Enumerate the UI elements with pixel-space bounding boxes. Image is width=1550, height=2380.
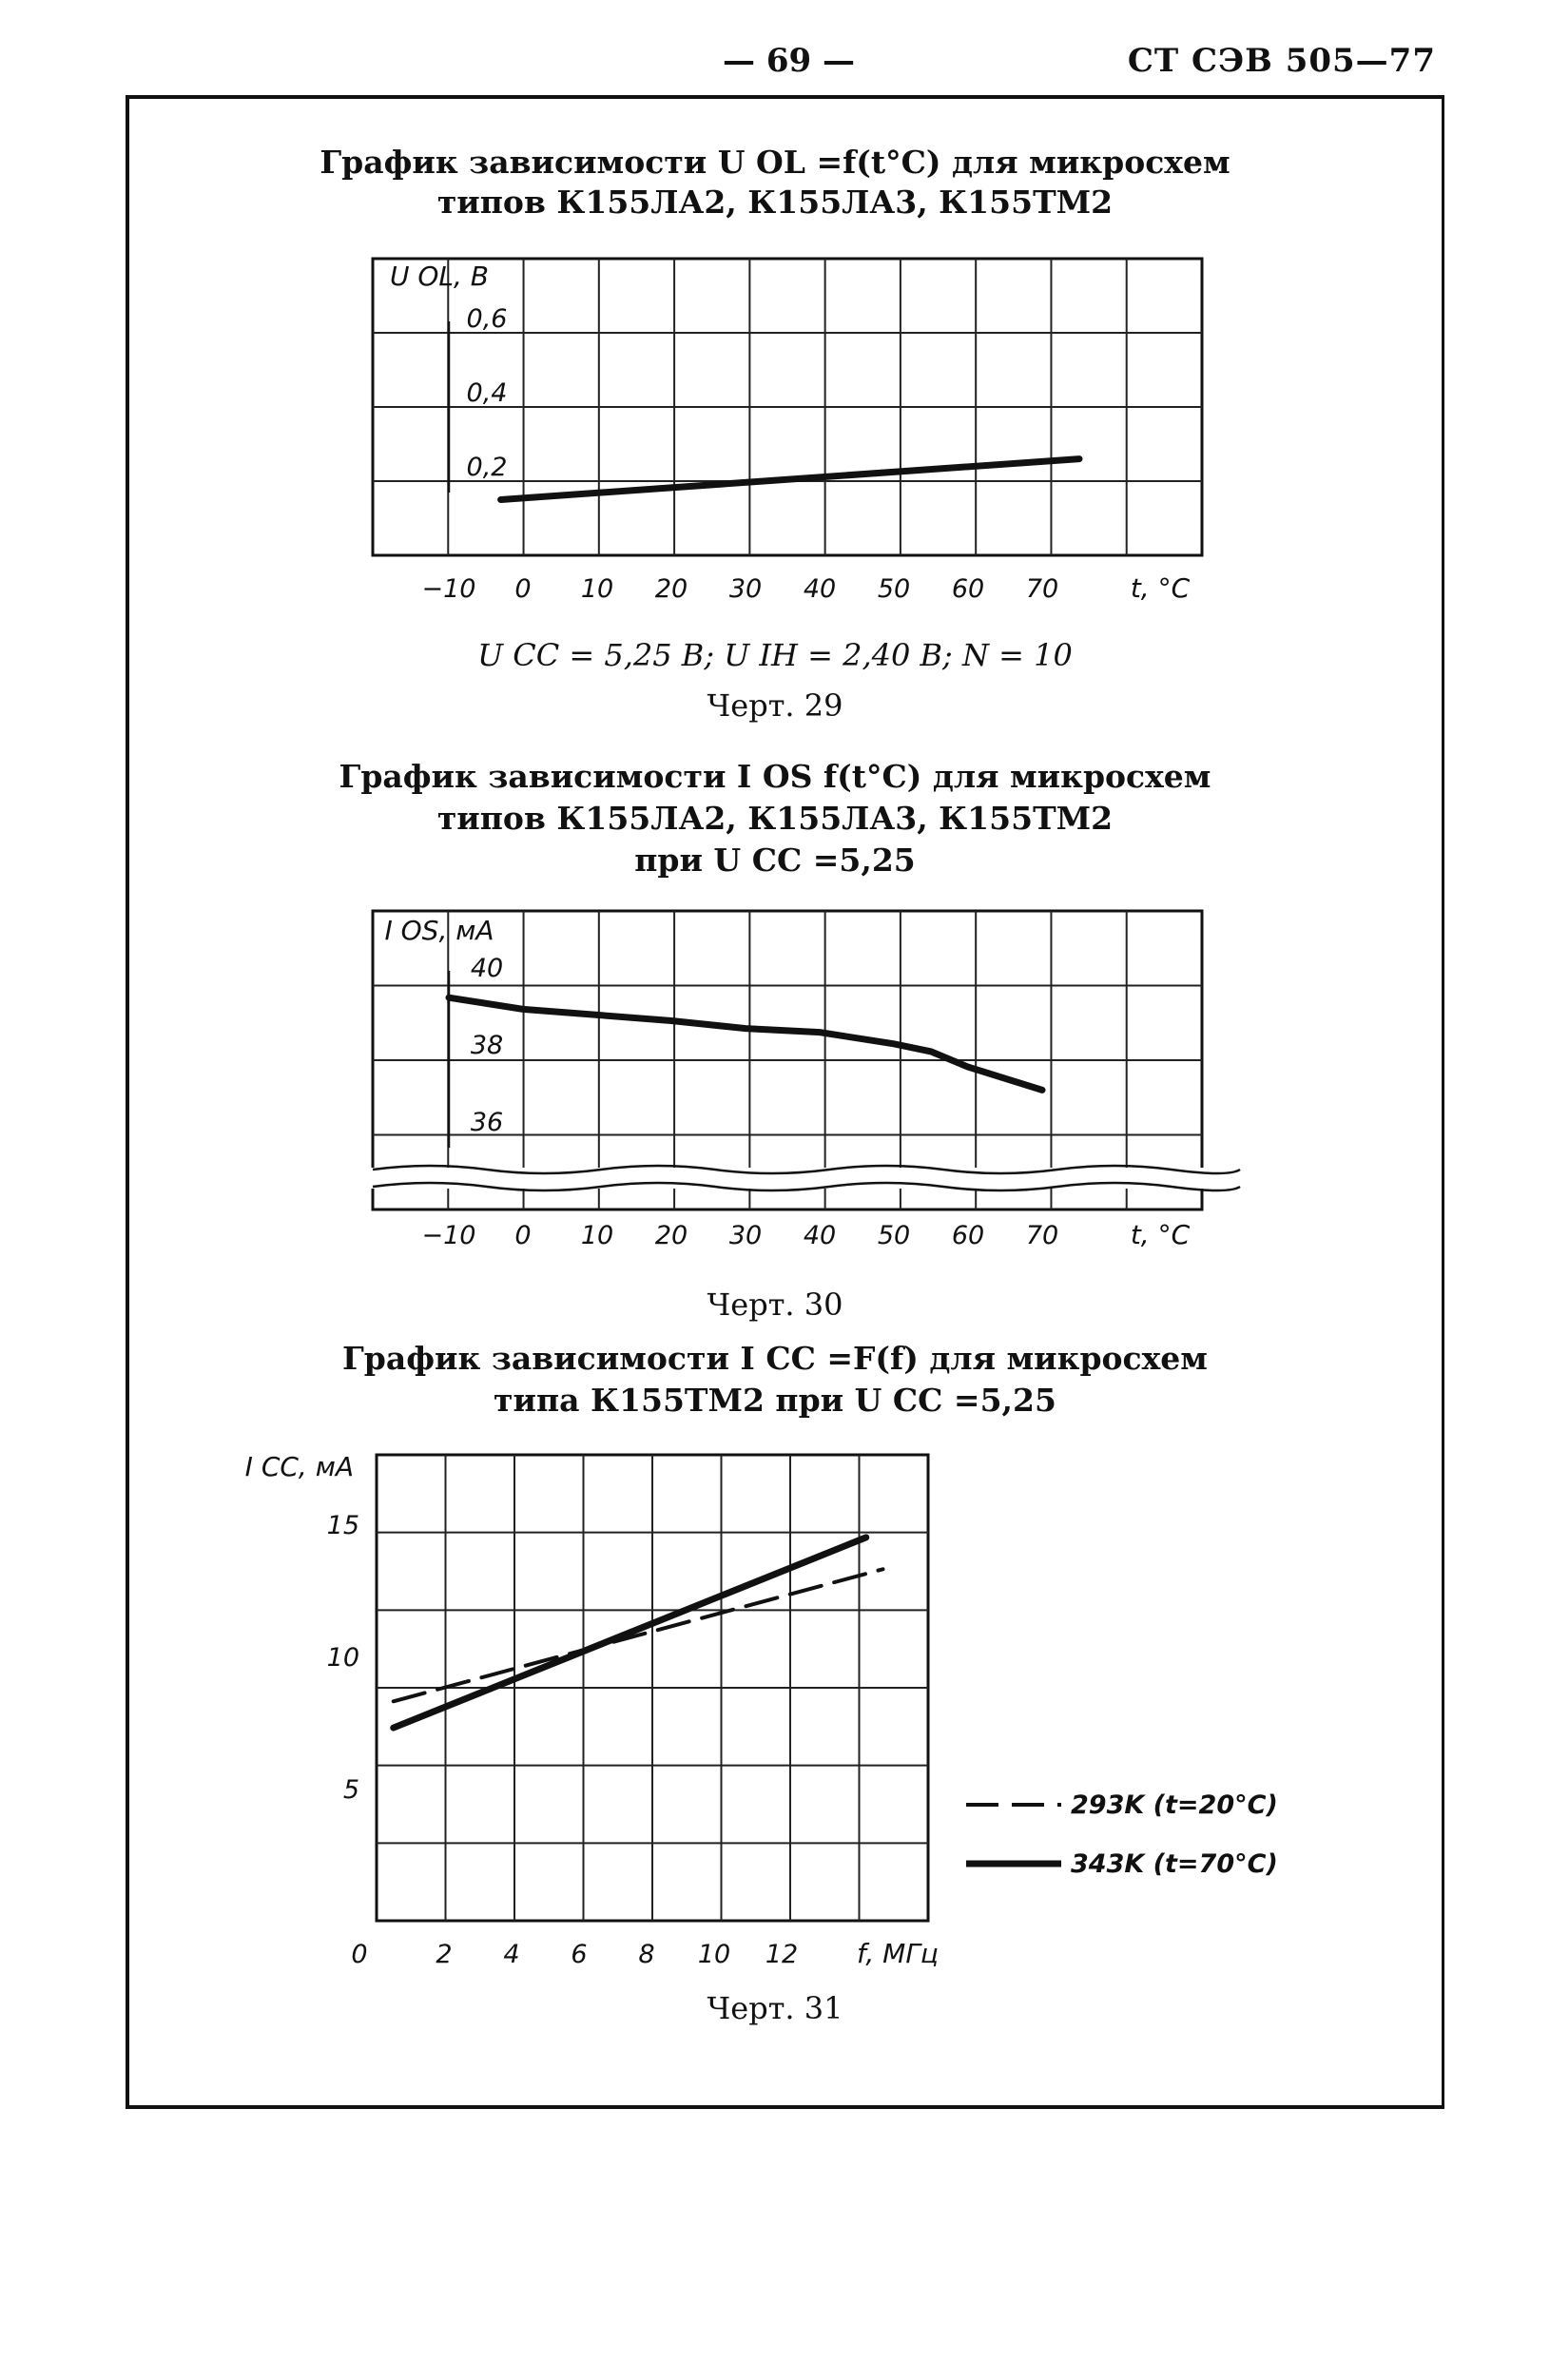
chart3-legend-label-1: 293K (t=20°C) xyxy=(1071,1790,1278,1820)
chart2-y-tick-label: 38 xyxy=(470,1031,504,1060)
chart2-title-line3: при U CC =5,25 xyxy=(634,842,916,879)
chart1-title-line1: График зависимости U OL =f(t°C) для микросхем xyxy=(320,144,1230,181)
chart2-caption: Черт. 30 xyxy=(707,1287,843,1323)
chart3-y-tick-label: 10 xyxy=(326,1643,359,1673)
chart1-x-tick-label: 20 xyxy=(654,574,688,604)
chart1-x-tick-label: 70 xyxy=(1025,574,1059,604)
chart2-x-tick-label: 60 xyxy=(951,1221,985,1250)
chart3-x-tick-label: 4 xyxy=(503,1940,520,1969)
chart3-y-axis-label: I CC, мА xyxy=(244,1451,354,1482)
chart1-conditions: U CC = 5,25 В; U IH = 2,40 В; N = 10 xyxy=(477,637,1073,673)
chart2-x-tick-label: 70 xyxy=(1025,1221,1059,1250)
chart2-x-tick-label: 20 xyxy=(654,1221,688,1250)
chart3-x-tick-label: 0 xyxy=(351,1940,368,1969)
chart1-y-tick-label: 0,2 xyxy=(466,453,508,482)
chart1-y-tick-label: 0,6 xyxy=(466,304,508,334)
chart3-series-line-1 xyxy=(394,1569,883,1701)
chart2-x-tick-label: 50 xyxy=(877,1221,911,1250)
chart3-x-tick-label: 12 xyxy=(765,1940,799,1969)
chart1-x-tick-label: −10 xyxy=(421,574,476,604)
chart1-y-tick-label: 0,4 xyxy=(466,378,508,408)
chart3-x-tick-label: 10 xyxy=(697,1940,731,1969)
chart1-x-tick-label: 30 xyxy=(728,574,763,604)
chart2-y-axis-label: I OS, мА xyxy=(384,915,494,946)
chart2-x-tick-label: 10 xyxy=(580,1221,614,1250)
chart2-x-tick-label: 30 xyxy=(728,1221,763,1250)
chart1-x-tick-label: 40 xyxy=(803,574,837,604)
chart3-x-tick-label: 8 xyxy=(638,1940,655,1969)
chart1-title-line2: типов К155ЛА2, К155ЛА3, К155ТМ2 xyxy=(436,184,1114,221)
chart2-x-tick-label: 40 xyxy=(803,1221,837,1250)
chart3-caption: Черт. 31 xyxy=(707,1990,843,2026)
chart2-title-line1: График зависимости I OS f(t°C) для микросхем xyxy=(339,758,1211,795)
chart1-x-tick-label: 60 xyxy=(951,574,985,604)
chart3-title-line1: График зависимости I CC =F(f) для микросхем xyxy=(342,1340,1208,1377)
chart1-x-tick-label: 50 xyxy=(877,574,911,604)
chart1-caption: Черт. 29 xyxy=(707,687,843,724)
page-number: — 69 — xyxy=(723,42,855,80)
chart3-series-line-2 xyxy=(394,1538,866,1728)
chart3-x-axis-label: f, МГц xyxy=(857,1938,939,1969)
chart2-title-line2: типов К155ЛА2, К155ЛА3, К155ТМ2 xyxy=(436,800,1114,837)
chart3-title-line2: типа К155ТМ2 при U CC =5,25 xyxy=(494,1382,1056,1419)
chart3-legend-label-2: 343K (t=70°C) xyxy=(1071,1849,1278,1879)
chart1-y-axis-label: U OL, В xyxy=(389,261,490,292)
chart1-x-tick-label: 10 xyxy=(580,574,614,604)
chart2-x-tick-label: 0 xyxy=(514,1221,532,1250)
chart2-series-line-1 xyxy=(449,997,1042,1090)
chart3-y-tick-label: 5 xyxy=(342,1775,359,1805)
chart3-x-tick-label: 6 xyxy=(571,1940,588,1969)
chart3-y-tick-label: 15 xyxy=(326,1511,359,1540)
chart2-y-tick-label: 36 xyxy=(470,1108,504,1137)
chart2-x-axis-label: t, °C xyxy=(1130,1219,1191,1250)
chart2-x-tick-label: −10 xyxy=(421,1221,476,1250)
chart1-x-axis-label: t, °C xyxy=(1130,572,1191,604)
standard-code: СТ СЭВ 505—77 xyxy=(1127,42,1436,80)
chart1-series-line-1 xyxy=(501,459,1079,500)
chart3-x-tick-label: 2 xyxy=(436,1940,453,1969)
chart1-x-tick-label: 0 xyxy=(514,574,532,604)
chart2-y-tick-label: 40 xyxy=(470,954,504,983)
